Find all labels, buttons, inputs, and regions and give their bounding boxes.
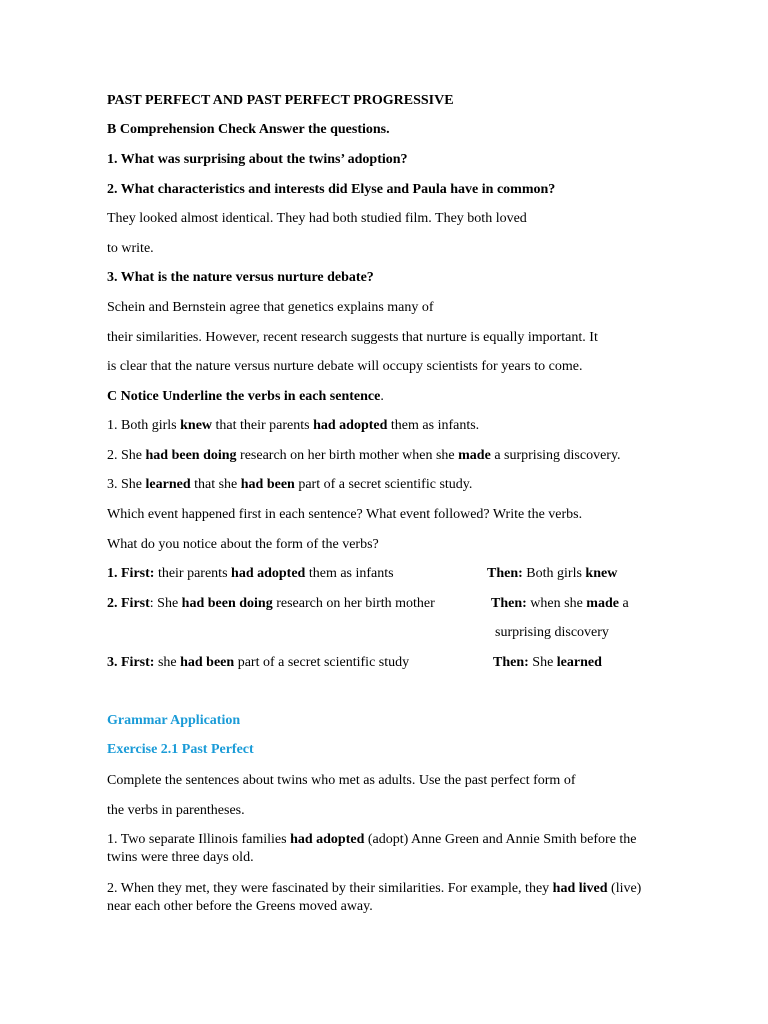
first-label: 2. First — [107, 596, 150, 611]
exercise-item-2 — [107, 880, 667, 916]
first-label: 3. First: — [107, 655, 155, 670]
sentence-1-verb-2: had adopted — [313, 418, 388, 433]
then-label: Then: — [491, 596, 527, 611]
response-text: when she — [526, 596, 587, 611]
answer-2-line-1: They looked almost identical. They had both studied film. They both loved — [107, 211, 527, 226]
sentence-1-text: 1. Both girls — [107, 418, 181, 433]
sentence-3-verb-2: had been — [240, 477, 295, 492]
sentence-2-verb-1: had been doing — [145, 448, 237, 463]
sentence-3-text: that she — [190, 477, 241, 492]
answer-3-line-2: their similarities. However, recent research suggests that nurture is equally important. It — [107, 330, 598, 345]
exercise-answer: had lived — [552, 881, 608, 896]
sentence-1-text: that their parents — [212, 418, 314, 433]
answer-3-line-1: Schein and Bernstein agree that genetics explains many of — [107, 300, 434, 315]
sentence-3 — [107, 476, 472, 494]
section-c-heading-text: C Notice Underline the verbs in each sentence — [107, 389, 381, 404]
sentence-3-text: part of a secret scientific study. — [294, 477, 473, 492]
exercise-item-1 — [107, 831, 667, 867]
question-2: 2. What characteristics and interests did Elyse and Paula have in common? — [107, 182, 556, 197]
response-text: Both girls — [522, 566, 586, 581]
section-c-heading — [107, 388, 384, 406]
response-3-then — [493, 654, 602, 672]
instruction-line-2: the verbs in parentheses. — [107, 803, 245, 818]
response-text: them as infants — [305, 566, 394, 581]
prompt-2: What do you notice about the form of the verbs? — [107, 537, 379, 552]
first-label: 1. First: — [107, 566, 155, 581]
sentence-1 — [107, 417, 479, 435]
response-1-first — [107, 565, 394, 583]
sentence-2 — [107, 447, 621, 465]
sentence-3-text: 3. She — [107, 477, 146, 492]
sentence-1-text: them as infants. — [387, 418, 480, 433]
section-c-heading-period: . — [380, 389, 384, 404]
sentence-2-text: research on her birth mother when she — [236, 448, 459, 463]
question-1: 1. What was surprising about the twins’ adoption? — [107, 152, 408, 167]
response-2-then — [491, 595, 629, 613]
question-3: 3. What is the nature versus nurture debate? — [107, 270, 374, 285]
response-text: She — [528, 655, 557, 670]
exercise-text: 2. When they met, they were fascinated by their similarities. For example, they — [107, 881, 553, 896]
response-text: their parents — [154, 566, 232, 581]
then-label: Then: — [487, 566, 523, 581]
response-verb: knew — [585, 566, 618, 581]
sentence-2-verb-2: made — [458, 448, 491, 463]
response-3-first — [107, 654, 409, 672]
response-verb: learned — [556, 655, 602, 670]
exercise-text: 1. Two separate Illinois families — [107, 832, 291, 847]
sentence-1-verb-1: knew — [180, 418, 213, 433]
then-label: Then: — [493, 655, 529, 670]
response-2-then-continued: surprising discovery — [495, 625, 609, 640]
exercise-answer: had adopted — [290, 832, 365, 847]
grammar-application-heading: Grammar Application — [107, 713, 241, 728]
response-1-then — [487, 565, 617, 583]
instruction-line-1: Complete the sentences about twins who met as adults. Use the past perfect form of — [107, 773, 576, 788]
response-verb: had been — [180, 655, 235, 670]
response-verb: had been doing — [181, 596, 273, 611]
response-2-first — [107, 595, 435, 613]
answer-2-line-2: to write. — [107, 241, 154, 256]
exercise-text: (live) near each other before the Greens moved away. — [107, 881, 642, 914]
response-text: she — [154, 655, 181, 670]
response-verb: made — [586, 596, 619, 611]
response-text: part of a secret scientific study — [234, 655, 410, 670]
prompt-1: Which event happened first in each sentence? What event followed? Write the verbs. — [107, 507, 583, 522]
response-verb: had adopted — [231, 566, 306, 581]
sentence-2-text: 2. She — [107, 448, 146, 463]
answer-3-line-3: is clear that the nature versus nurture debate will occupy scientists for years to come. — [107, 359, 583, 374]
section-b-heading: B Comprehension Check Answer the questions. — [107, 122, 390, 137]
response-text: research on her birth mother — [272, 596, 435, 611]
response-text: : She — [149, 596, 182, 611]
exercise-heading: Exercise 2.1 Past Perfect — [107, 742, 254, 757]
response-text: a — [618, 596, 629, 611]
page-title: PAST PERFECT AND PAST PERFECT PROGRESSIVE — [107, 93, 454, 108]
exercise-text: (adopt) Anne Green and Annie Smith before the twins were three days old. — [107, 832, 637, 865]
sentence-3-verb-1: learned — [145, 477, 191, 492]
sentence-2-text: a surprising discovery. — [490, 448, 621, 463]
